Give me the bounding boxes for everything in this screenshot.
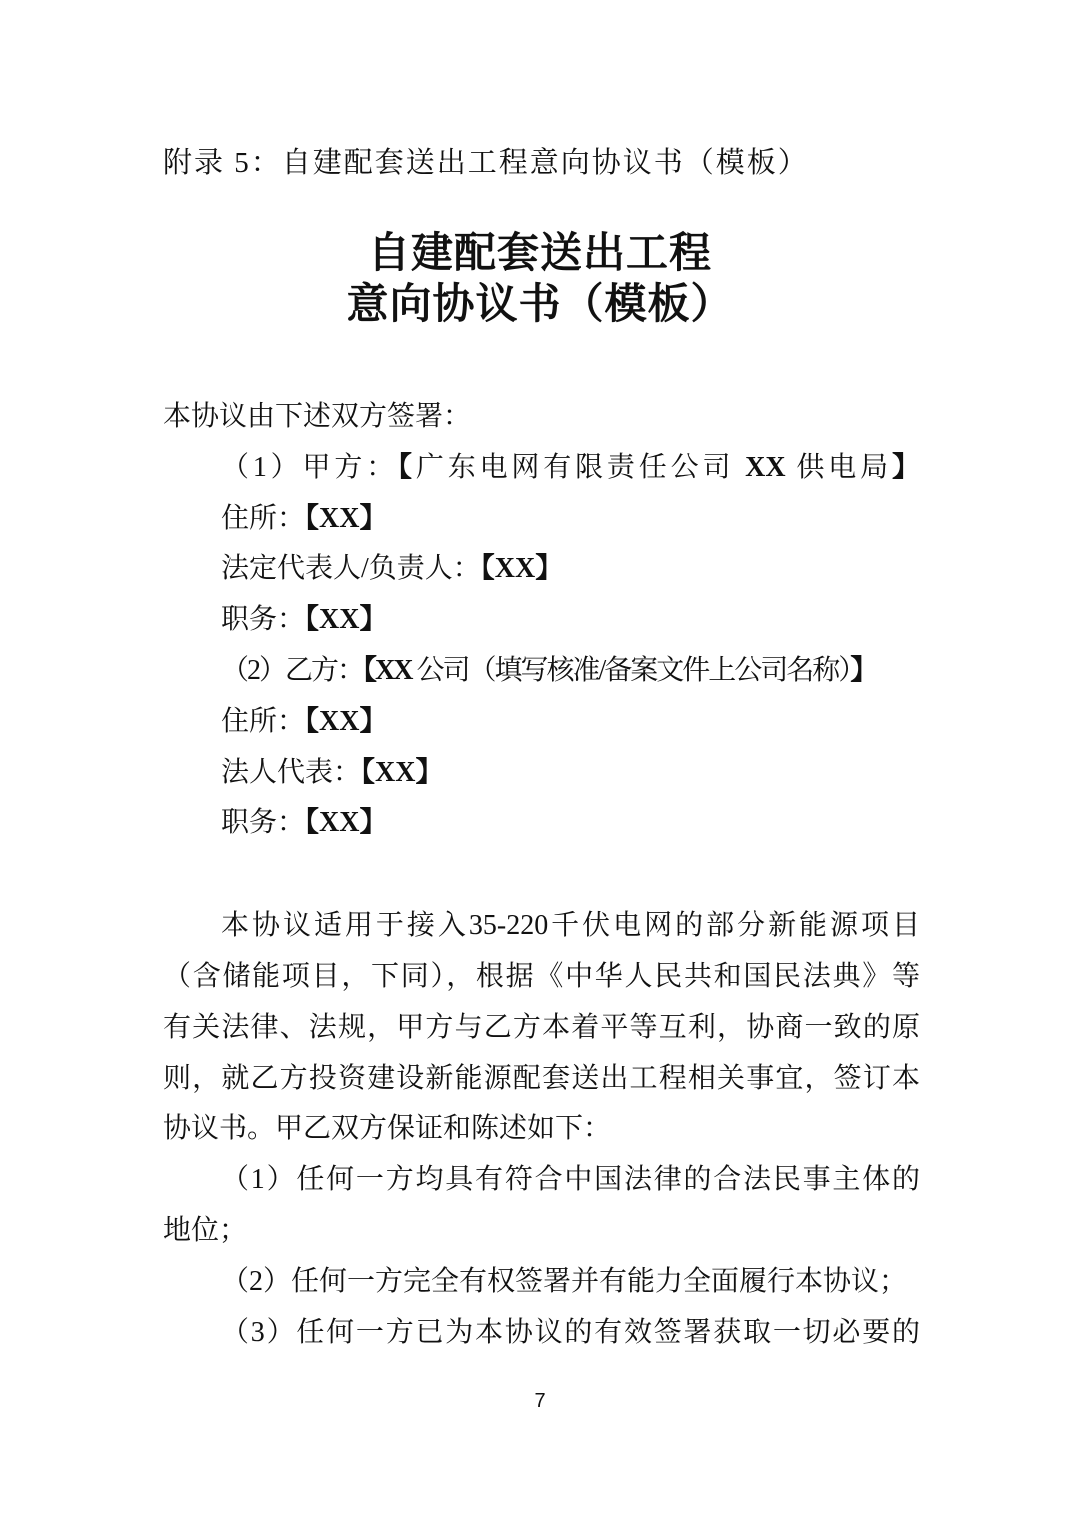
text-segment: 法人代表： [221, 756, 362, 788]
text-line [163, 901, 920, 952]
text-segment: 住所： [221, 705, 306, 737]
text-segment: 法定代表人/负责人： [221, 553, 481, 585]
bold-text-segment: 【XX】 [305, 705, 388, 737]
text-line [163, 952, 920, 1003]
text-line [163, 1003, 920, 1054]
text-line [163, 1104, 920, 1155]
body-text [163, 392, 920, 1358]
text-segment: 公司（填写核准/备案文件上公司名称） [411, 654, 851, 686]
text-segment: 则，就乙方投资建设新能源配套送出工程相关事宜，签订本 [163, 1062, 920, 1094]
bold-text-segment: 】 [891, 451, 920, 483]
text-line [163, 392, 920, 443]
text-segment: 职务： [221, 604, 306, 636]
text-segment: 广东电网有限责任公司 [415, 451, 746, 483]
bold-text-segment: 【XX】 [361, 756, 444, 788]
text-segment: （3）任何一方已为本协议的有效签署获取一切必要的 [221, 1316, 920, 1348]
text-line [163, 1257, 920, 1308]
text-line [163, 748, 920, 799]
text-line [163, 1308, 920, 1359]
bold-text-segment: XX [745, 451, 786, 483]
text-line [163, 544, 920, 595]
bold-text-segment: 【XX [363, 654, 412, 686]
text-segment: （含储能项目，下同），根据《中华人民共和国民法典》等 [163, 960, 920, 992]
text-segment: 住所： [221, 502, 306, 534]
text-line [163, 595, 920, 646]
text-segment: （2）任何一方完全有权签署并有能力全面履行本协议； [221, 1265, 908, 1297]
text-line [163, 494, 920, 545]
text-line [163, 443, 920, 494]
text-line [163, 798, 920, 849]
text-line [163, 1206, 920, 1257]
document-title [0, 227, 1080, 329]
text-line [163, 1155, 920, 1206]
text-line [163, 646, 920, 697]
bold-text-segment: 【XX】 [480, 553, 564, 585]
text-line [163, 1054, 920, 1105]
bold-text-segment: 【XX】 [305, 807, 388, 839]
text-segment: 地位； [163, 1214, 248, 1246]
bold-text-segment: 【 [398, 451, 416, 483]
bold-text-segment: 】 [850, 654, 877, 686]
text-segment: 有关法律、法规，甲方与乙方本着平等互利，协商一致的原 [163, 1011, 920, 1043]
text-segment: 本协议适用于接入35-220千伏电网的部分新能源项目 [221, 910, 920, 942]
text-line [163, 697, 920, 748]
text-segment: 供电局 [785, 451, 892, 483]
bold-text-segment: 【XX】 [305, 502, 388, 534]
text-segment: 本协议由下述双方签署： [163, 401, 472, 432]
text-segment: （1）甲方： [221, 451, 399, 483]
document-title-line2: 意向协议书（模板） [346, 280, 734, 327]
page-number: 7 [534, 1390, 546, 1412]
text-segment: （1）任何一方均具有符合中国法律的合法民事主体的 [221, 1164, 920, 1196]
text-segment: （2）乙方： [221, 654, 364, 686]
text-segment: 协议书。甲乙双方保证和陈述如下： [163, 1113, 612, 1145]
document-title-line1: 自建配套送出工程 [367, 229, 712, 276]
bold-text-segment: 【XX】 [305, 604, 388, 636]
text-segment: 职务： [221, 807, 306, 839]
appendix-label: 附录 5：自建配套送出工程意向协议书（模板） [163, 147, 809, 179]
